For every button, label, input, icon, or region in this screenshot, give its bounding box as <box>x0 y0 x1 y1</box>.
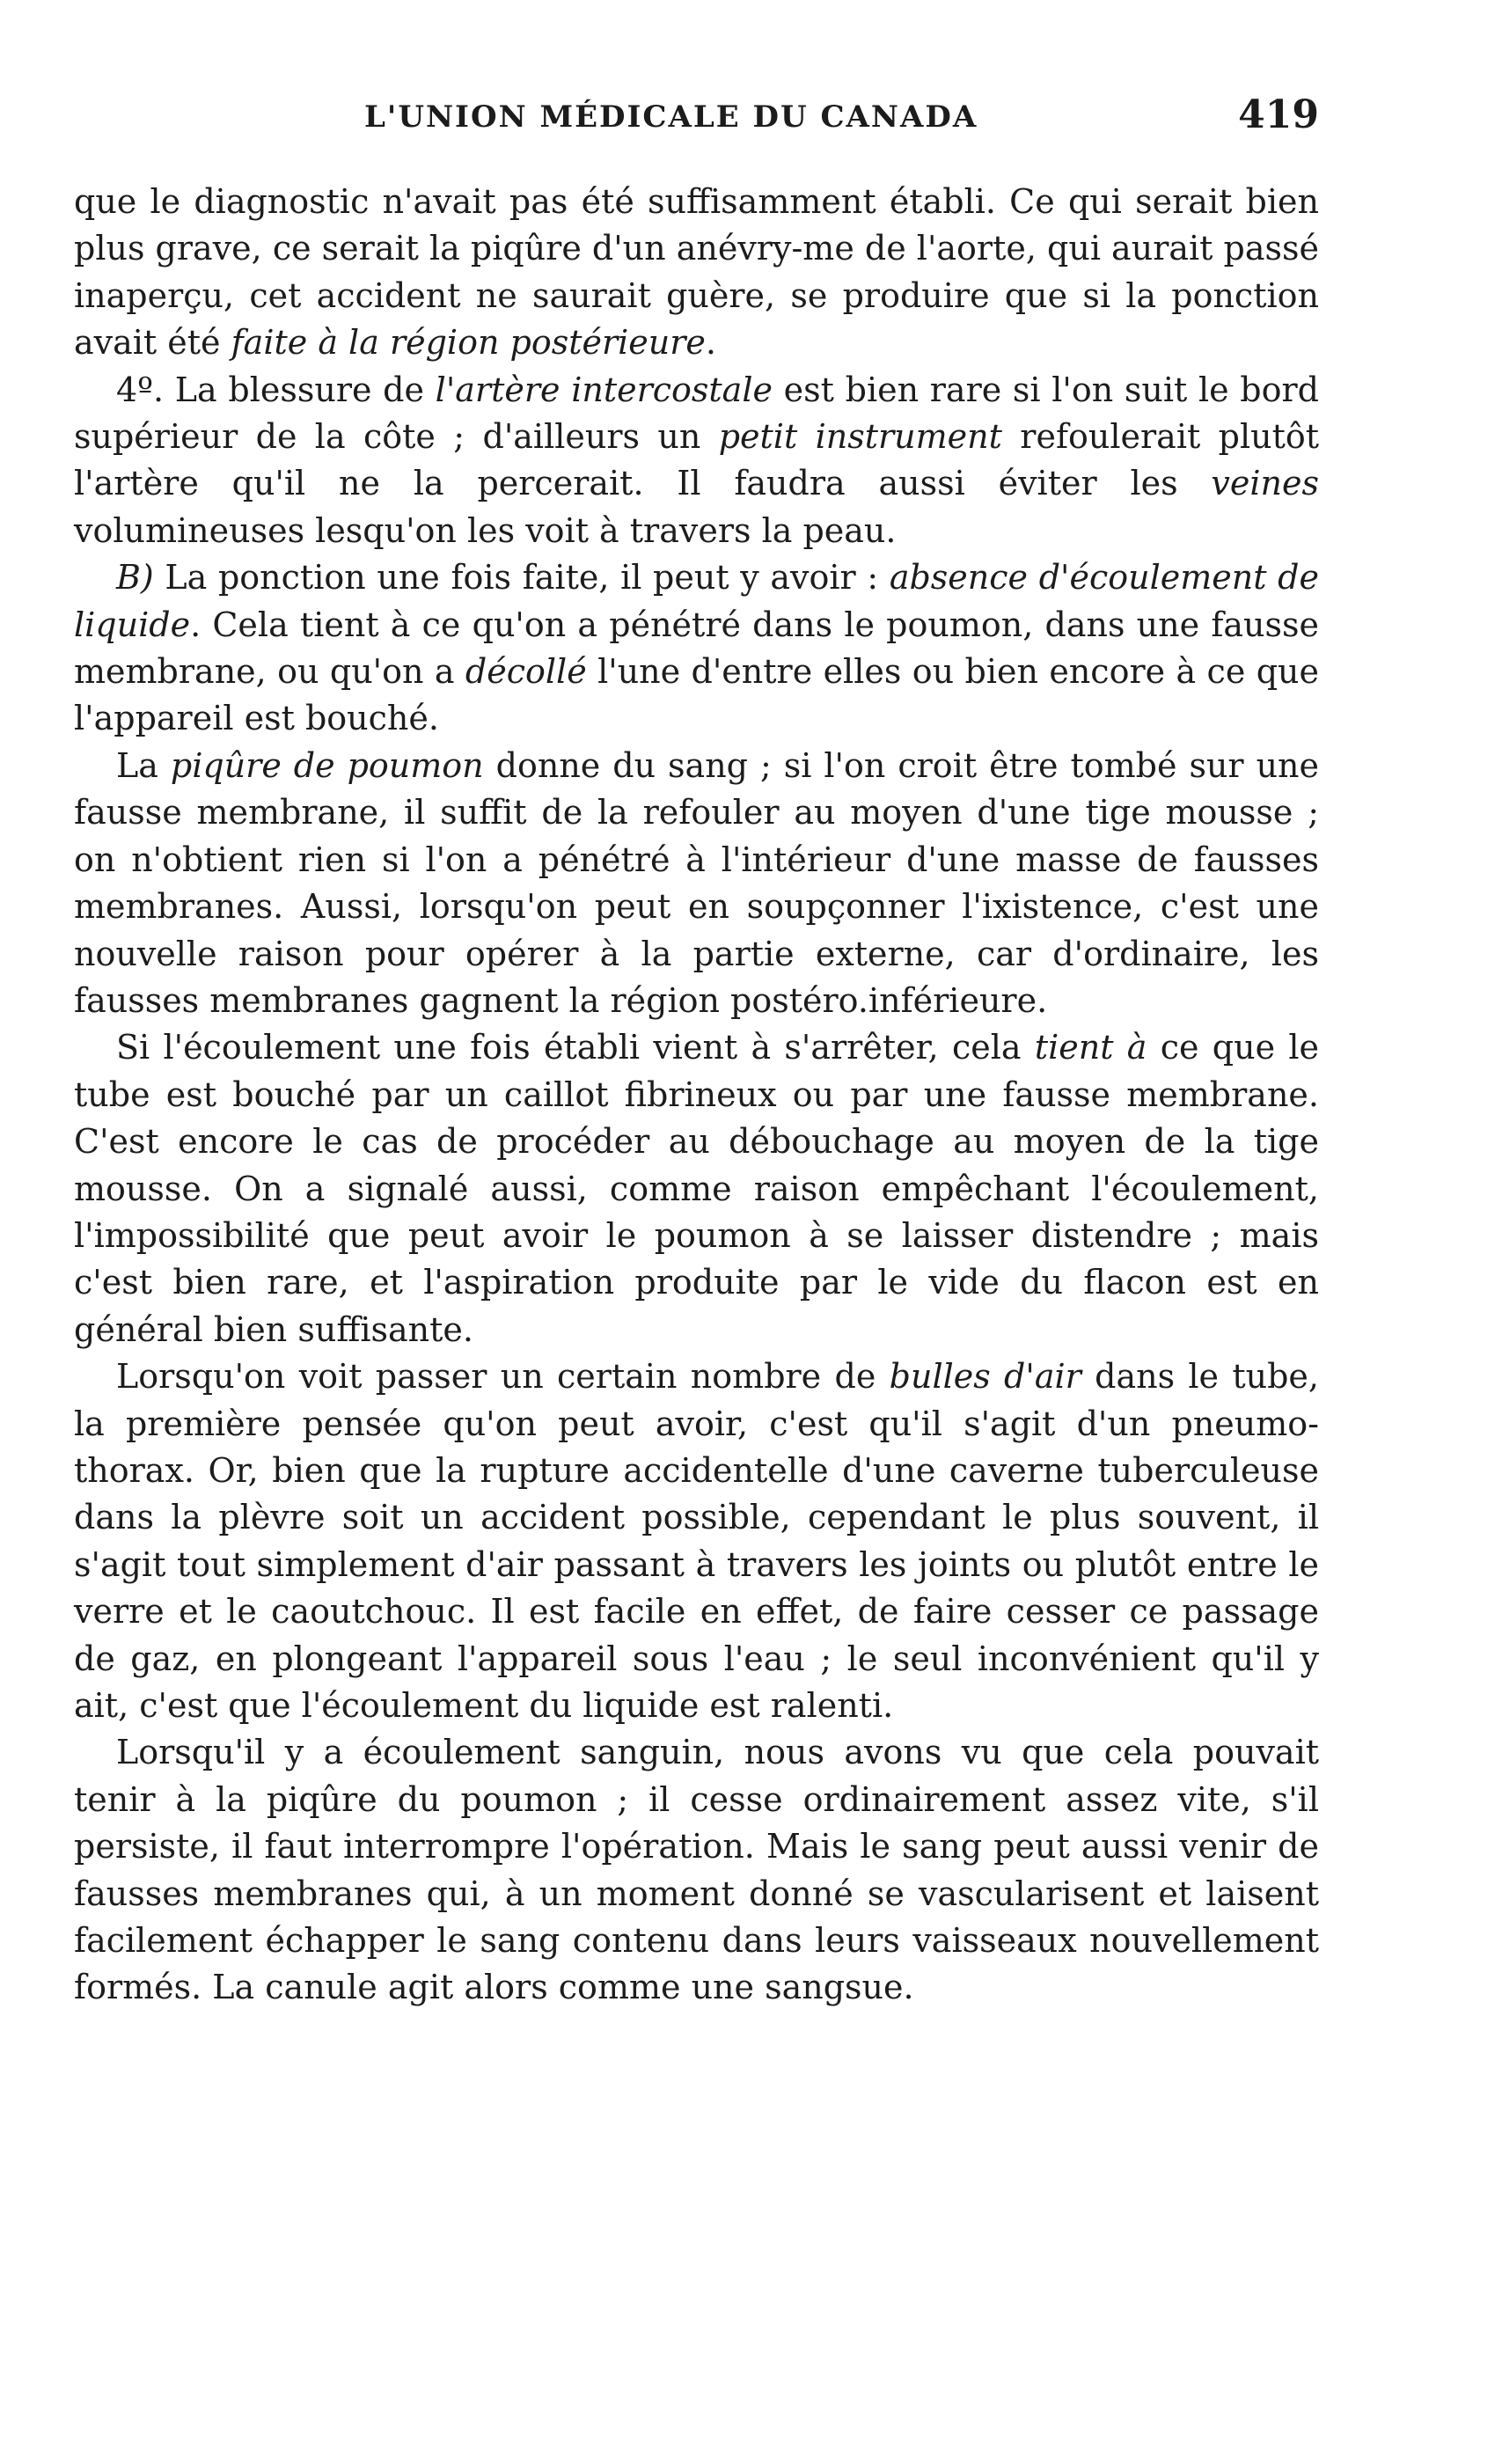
paragraph <box>74 1729 1319 2011</box>
text-run: La ponction une fois faite, il peut y avoir : <box>153 558 890 598</box>
paragraph <box>74 554 1319 743</box>
text-run: 4º. La blessure de <box>116 370 436 409</box>
page-number: 419 <box>1238 92 1319 137</box>
text-run: ce que le tube est bouché par un caillot fibrineux ou par une fausse membrane. C'est encore le cas de procéder au débouchage au moyen de la tige mousse. On a signalé aussi, comme raison empêchant l'écoulement, l'impossibilité que peut avoir le poumon à se laisser distendre ; mais c'est bien rare, et l'aspiration produite par le vide du flacon est en général bien suffisante. <box>74 1028 1320 1349</box>
text-run: volumineuses lesqu'on les voit à travers la peau. <box>74 510 897 550</box>
italic-phrase: B) <box>116 558 154 598</box>
text-run: Lorsqu'il y a écoulement sanguin, nous avons vu que cela pouvait tenir à la piqûre du poumon ; il cesse ordinairement assez vite, s'il persiste, il faut interrompre l'opération. Mais le sang peut aussi venir de fausses membranes qui, à un moment donné se vascularisent et laisent facilement échapper le sang contenu dans leurs vaisseaux nouvellement formés. La canule agit alors comme une sangsue. <box>74 1733 1319 2007</box>
text-run: donne du sang ; si l'on croit être tombé sur une fausse membrane, il suffit de la refouler au moyen d'une tige mousse ; on n'obtient rien si l'on a pénétré à l'intérieur d'une masse de fausses membranes. Aussi, lorsqu'on peut en soupçonner l'ixistence, c'est une nouvelle raison pour opérer à la partie externe, car d'ordinaire, les fausses membranes gagnent la région postéro.inférieure. <box>74 745 1320 1020</box>
text-run: refoulerait plutôt l'artère qu'il ne la percerait. Il faudra aussi éviter les <box>74 417 1320 503</box>
italic-phrase: faite à la région postérieure <box>231 323 706 363</box>
text-run: Lorsqu'on voit passer un certain nombre de <box>116 1357 890 1397</box>
italic-phrase: tient à <box>1034 1028 1147 1067</box>
text-run: . <box>705 323 716 363</box>
text-run: l'une d'entre elles ou bien encore à ce que l'appareil est bouché. <box>74 652 1319 738</box>
italic-phrase: bulles d'air <box>889 1357 1081 1397</box>
italic-phrase: absence d'écoulement de liquide <box>74 558 1319 644</box>
page-header <box>74 92 1319 154</box>
book-page <box>74 92 1319 2012</box>
paragraph <box>74 367 1319 555</box>
text-run: La <box>116 745 171 785</box>
text-run: Si l'écoulement une fois établi vient à s'arrêter, cela <box>116 1028 1035 1067</box>
paragraph <box>74 743 1319 1024</box>
italic-phrase: veines <box>1211 464 1319 503</box>
italic-phrase: décollé <box>465 652 587 692</box>
italic-phrase: petit instrument <box>718 417 1002 457</box>
text-run: . Cela tient à ce qu'on a pénétré dans le poumon, dans une fausse membrane, ou qu'on a <box>74 605 1319 692</box>
running-title: L'UNION MÉDICALE DU CANADA <box>364 99 978 135</box>
paragraph <box>74 1353 1319 1729</box>
paragraph <box>74 179 1319 367</box>
italic-phrase: l'artère intercostale <box>435 370 773 409</box>
text-run: est bien rare si l'on suit le bord supérieur de la côte ; d'ailleurs un <box>74 370 1319 457</box>
paragraph <box>74 1024 1319 1353</box>
text-run: que le diagnostic n'avait pas été suffisamment établi. Ce qui serait bien plus grave, ce serait la piqûre d'un anévry-me de l'aorte, qui aurait passé inaperçu, cet accident ne saurait guère, se produire que si la ponction avait été <box>74 182 1319 363</box>
text-run: dans le tube, la première pensée qu'on peut avoir, c'est qu'il s'agit d'un pneumo-thorax. Or, bien que la rupture accidentelle d'une caverne tuberculeuse dans la plèvre soit un accident possible, cependant le plus souvent, il s'agit tout simplement d'air passant à travers les joints ou plutôt entre le verre et le caoutchouc. Il est facile en effet, de faire cesser ce passage de gaz, en plongeant l'appareil sous l'eau ; le seul inconvénient qu'il y ait, c'est que l'écoulement du liquide est ralenti. <box>74 1357 1320 1725</box>
body-text <box>74 179 1319 2012</box>
italic-phrase: piqûre de poumon <box>170 745 484 785</box>
